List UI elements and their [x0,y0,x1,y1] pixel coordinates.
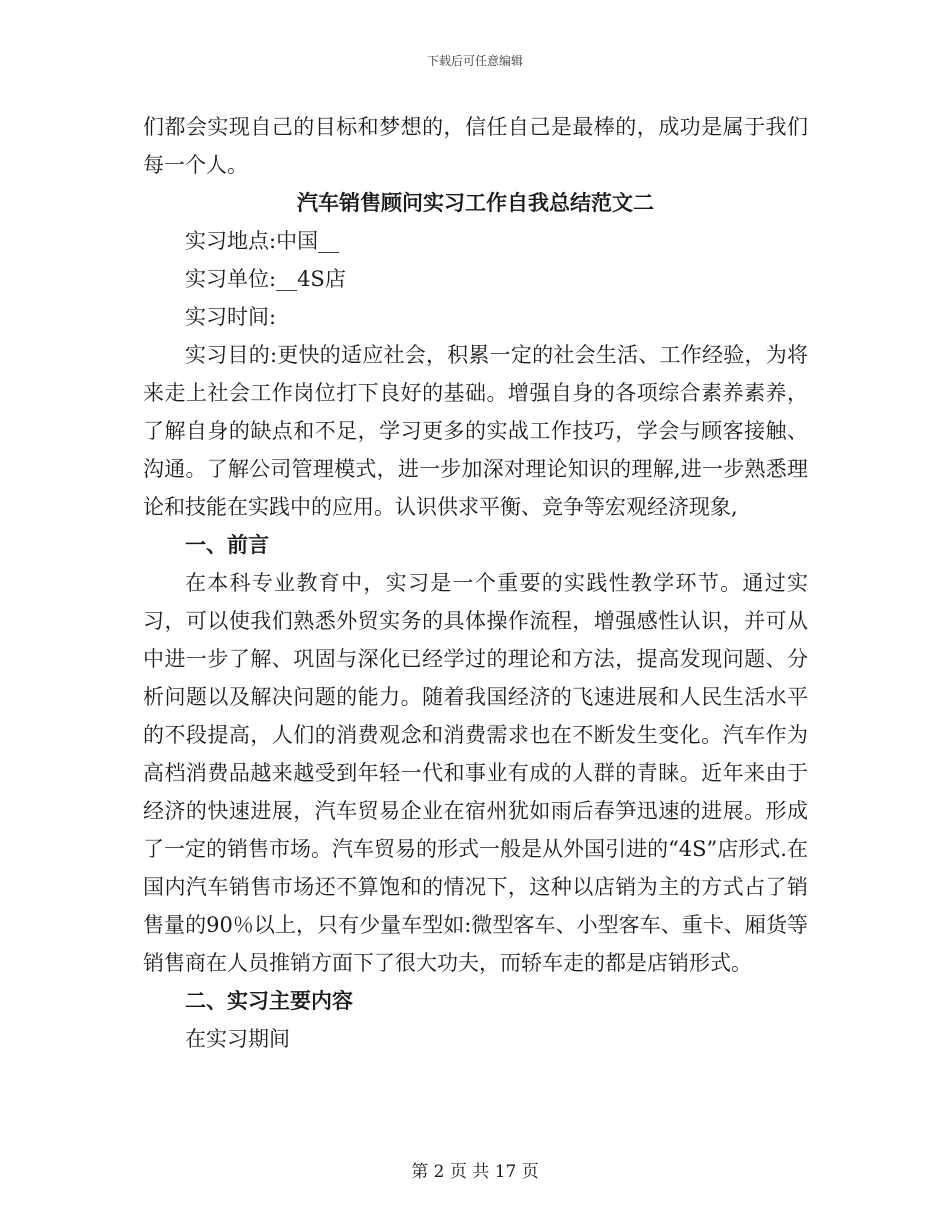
preface-paragraph: 在本科专业教育中，实习是一个重要的实践性教学环节。通过实习，可以使我们熟悉外贸实务的具体操作流程，增强感性认识，并可从中进一步了解、巩固与深化已经学过的理论和方法，提高发现问题、分析问题以及解决问题的能力。随着我国经济的飞速进展和人民生活水平的不段提高，人们的消费观念和消费需求也在不断发生变化。汽车作为高档消费品越来越受到年轻一代和事业有成的人群的青睐。近年来由于经济的快速进展，汽车贸易企业在宿州犹如雨后春笋迅速的进展。形成了一定的销售市场。汽车贸易的形式一般是从外国引进的“4S”店形式.在国内汽车销售市场还不算饱和的情况下，这种以店销为主的方式占了销售量的90％以上，只有少量车型如:微型客车、小型客车、重卡、厢货等销售商在人员推销方面下了很大功夫，而轿车走的都是店销形式。 [143,571,808,975]
internship-purpose: 实习目的:更快的适应社会，积累一定的社会生活、工作经验，为将来走上社会工作岗位打下良好的基础。增强自身的各项综合素养素养，了解自身的缺点和不足，学习更多的实战工作技巧，学会与顾客接触、沟通。了解公司管理模式，进一步加深对理论知识的理解,进一步熟悉理论和技能在实践中的应用。认识供求平衡、竞争等宏观经济现象, [143,343,808,519]
section-heading-preface: 一、前言 [185,532,269,557]
internship-time: 实习时间: [185,305,277,329]
main-content-paragraph: 在实习期间 [185,1027,290,1051]
document-title: 汽车销售顾问实习工作自我总结范文二 [297,190,654,215]
page-number-footer: 第 2 页 共 17 页 [411,1162,539,1182]
internship-unit: 实习单位:__4S店 [185,267,346,291]
section-heading-main-content: 二、实习主要内容 [185,988,353,1013]
document-body [143,108,808,1058]
internship-location: 实习地点:中国__ [185,229,340,253]
paragraph-continuation: 们都会实现自己的目标和梦想的，信任自己是最棒的，成功是属于我们每一个人。 [143,115,808,177]
header-note: 下载后可任意编辑 [426,54,523,68]
